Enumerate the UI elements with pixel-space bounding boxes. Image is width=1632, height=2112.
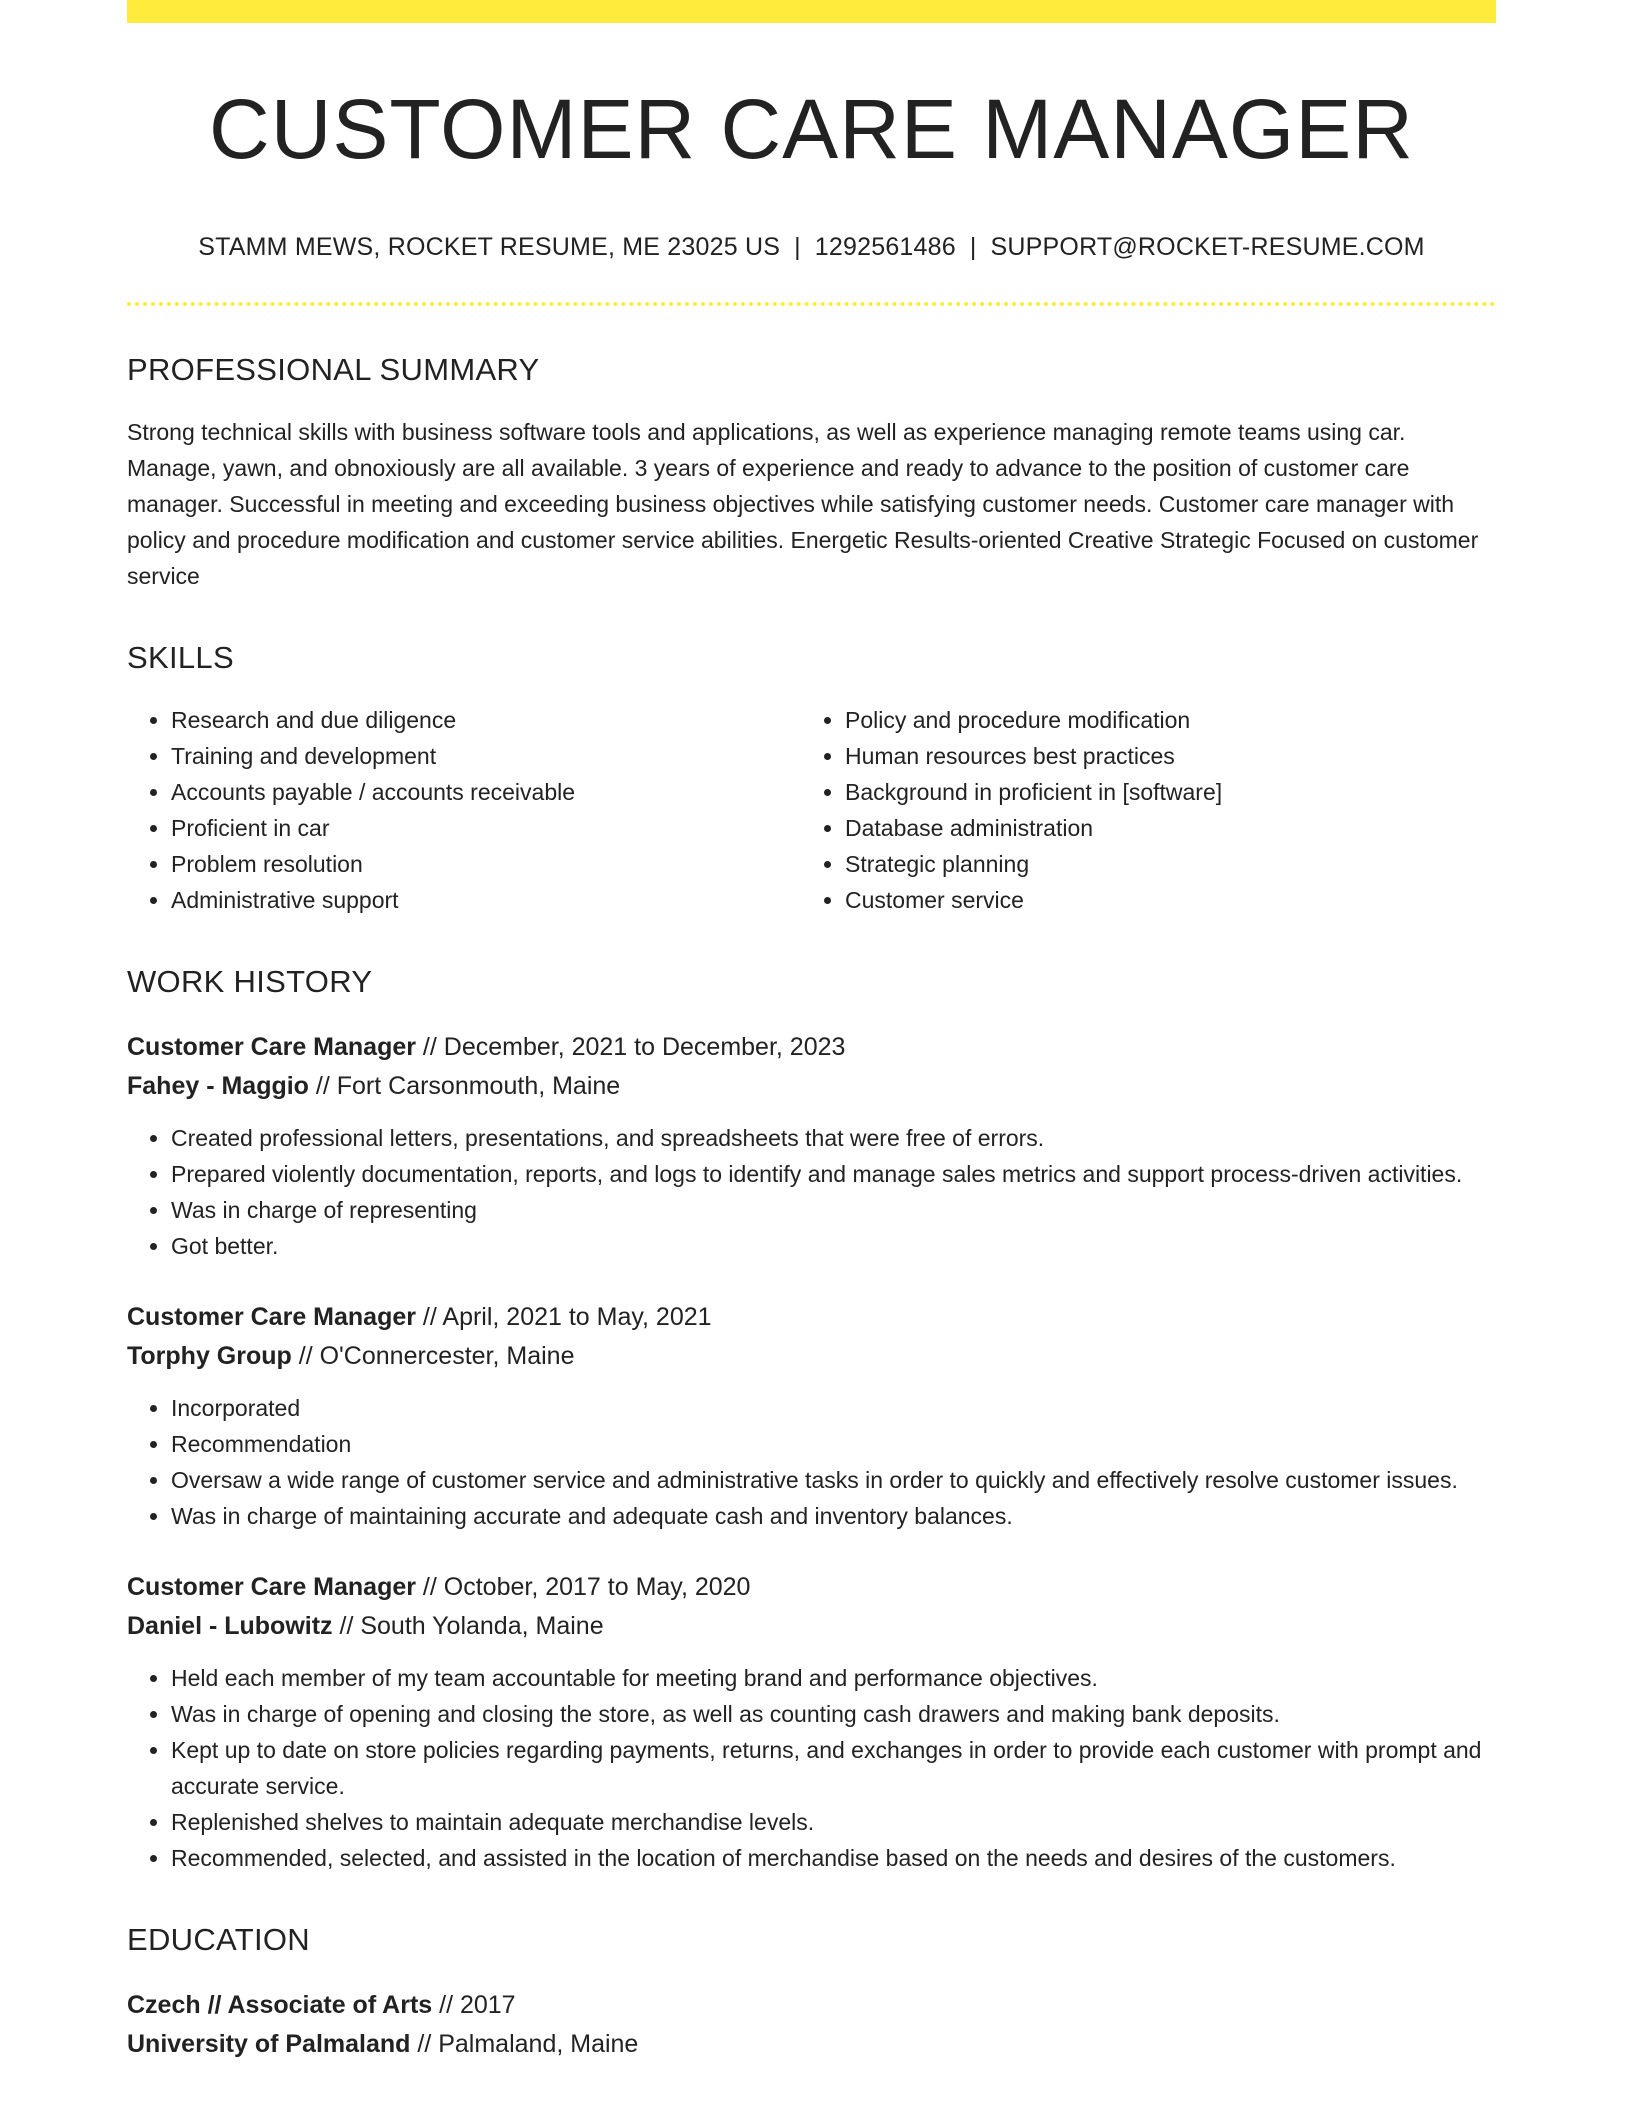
skills-columns: [127, 702, 1496, 918]
job-bullets: [127, 1120, 1496, 1264]
skill-item: • Background in proficient in [software]: [845, 774, 1475, 810]
job-header: [127, 1028, 1496, 1106]
education-year: // 2017: [432, 1991, 516, 2020]
skill-item: • Policy and procedure modification: [845, 702, 1475, 738]
job-bullet: • Was in charge of maintaining accurate and adequate cash and inventory balances.: [171, 1498, 1496, 1534]
job-role: Customer Care Manager: [127, 1573, 416, 1602]
education-school: University of Palmaland: [127, 2030, 411, 2059]
skill-item: • Proficient in car: [171, 810, 801, 846]
skill-item: • Training and development: [171, 738, 801, 774]
skills-section: [127, 640, 1496, 918]
education-section: [127, 1922, 1496, 2064]
work-history-heading: WORK HISTORY: [127, 964, 373, 1000]
contact-email: SUPPORT@ROCKET-RESUME.COM: [990, 233, 1425, 262]
contact-address: STAMM MEWS, ROCKET RESUME, ME 23025 US: [198, 233, 781, 262]
job-bullet: • Kept up to date on store policies regarding payments, returns, and exchanges in order to provide each customer with prompt and accurate service.: [171, 1732, 1496, 1804]
skills-heading: SKILLS: [127, 640, 234, 676]
page-title: CUSTOMER CARE MANAGER: [209, 82, 1414, 176]
contact-phone: 1292561486: [814, 233, 956, 262]
job-bullets: [127, 1390, 1496, 1534]
job-dates: // December, 2021 to December, 2023: [415, 1033, 846, 1062]
job-bullet: • Incorporated: [171, 1390, 1496, 1426]
job-bullet: • Was in charge of opening and closing the store, as well as counting cash drawers and making bank deposits.: [171, 1696, 1496, 1732]
job-location: // O'Connercester, Maine: [291, 1342, 575, 1371]
job-bullet: • Recommended, selected, and assisted in the location of merchandise based on the needs and desires of the customers.: [171, 1840, 1496, 1876]
job-role: Customer Care Manager: [127, 1303, 416, 1332]
contact-separator: |: [794, 233, 801, 262]
education-heading: EDUCATION: [127, 1922, 310, 1958]
job-company: Daniel - Lubowitz: [127, 1612, 333, 1641]
education-entry: [127, 1986, 1496, 2064]
job-company: Torphy Group: [127, 1342, 292, 1371]
skill-item: • Strategic planning: [845, 846, 1475, 882]
job-entry: [127, 1568, 1496, 1876]
job-bullet: • Oversaw a wide range of customer service and administrative tasks in order to quickly and effectively resolve customer issues.: [171, 1462, 1496, 1498]
job-header: [127, 1568, 1496, 1646]
work-history-section: [127, 964, 1496, 1876]
job-bullet: • Held each member of my team accountable for meeting brand and performance objectives.: [171, 1660, 1496, 1696]
summary-section: [127, 352, 1496, 594]
job-bullet: • Recommendation: [171, 1426, 1496, 1462]
job-bullet: • Was in charge of representing: [171, 1192, 1496, 1228]
job-entry: [127, 1028, 1496, 1264]
resume-page: [127, 0, 1496, 2064]
education-degree: Czech // Associate of Arts: [127, 1991, 433, 2020]
job-header: [127, 1298, 1496, 1376]
skill-item: • Customer service: [845, 882, 1475, 918]
contact-line: [127, 233, 1496, 262]
job-bullets: [127, 1660, 1496, 1876]
job-dates: // October, 2017 to May, 2020: [415, 1573, 751, 1602]
contact-separator: |: [969, 233, 977, 262]
education-location: // Palmaland, Maine: [410, 2030, 639, 2059]
skills-left-list: [127, 702, 801, 918]
job-entry: [127, 1298, 1496, 1534]
summary-heading: PROFESSIONAL SUMMARY: [127, 352, 540, 388]
job-bullet: • Prepared violently documentation, reports, and logs to identify and manage sales metrics and support process-driven activities.: [171, 1156, 1496, 1192]
skill-item: • Research and due diligence: [171, 702, 801, 738]
job-company: Fahey - Maggio: [127, 1072, 309, 1101]
skill-item: • Database administration: [845, 810, 1475, 846]
skill-item: • Administrative support: [171, 882, 801, 918]
job-location: // Fort Carsonmouth, Maine: [308, 1072, 621, 1101]
job-bullet: • Created professional letters, presentations, and spreadsheets that were free of errors.: [171, 1120, 1496, 1156]
dotted-divider: [127, 302, 1496, 306]
top-accent-bar: [127, 0, 1496, 23]
skill-item: • Human resources best practices: [845, 738, 1475, 774]
job-location: // South Yolanda, Maine: [332, 1612, 604, 1641]
job-bullet: • Replenished shelves to maintain adequate merchandise levels.: [171, 1804, 1496, 1840]
job-role: Customer Care Manager: [127, 1033, 416, 1062]
skill-item: • Problem resolution: [171, 846, 801, 882]
summary-text: Strong technical skills with business software tools and applications, as well as experience managing remote teams using car. Manage, yawn, and obnoxiously are all available. 3 years of experience and ready to advance to the position of customer care manager. Successful in meeting and exceeding business objectives while satisfying customer needs. Customer care manager with policy and procedure modification and customer service abilities. Energetic Results-oriented Creative Strategic Focused on customer service: [127, 419, 1479, 590]
skill-item: • Accounts payable / accounts receivable: [171, 774, 801, 810]
job-bullet: • Got better.: [171, 1228, 1496, 1264]
skills-right-list: [801, 702, 1475, 918]
job-dates: // April, 2021 to May, 2021: [415, 1303, 712, 1332]
